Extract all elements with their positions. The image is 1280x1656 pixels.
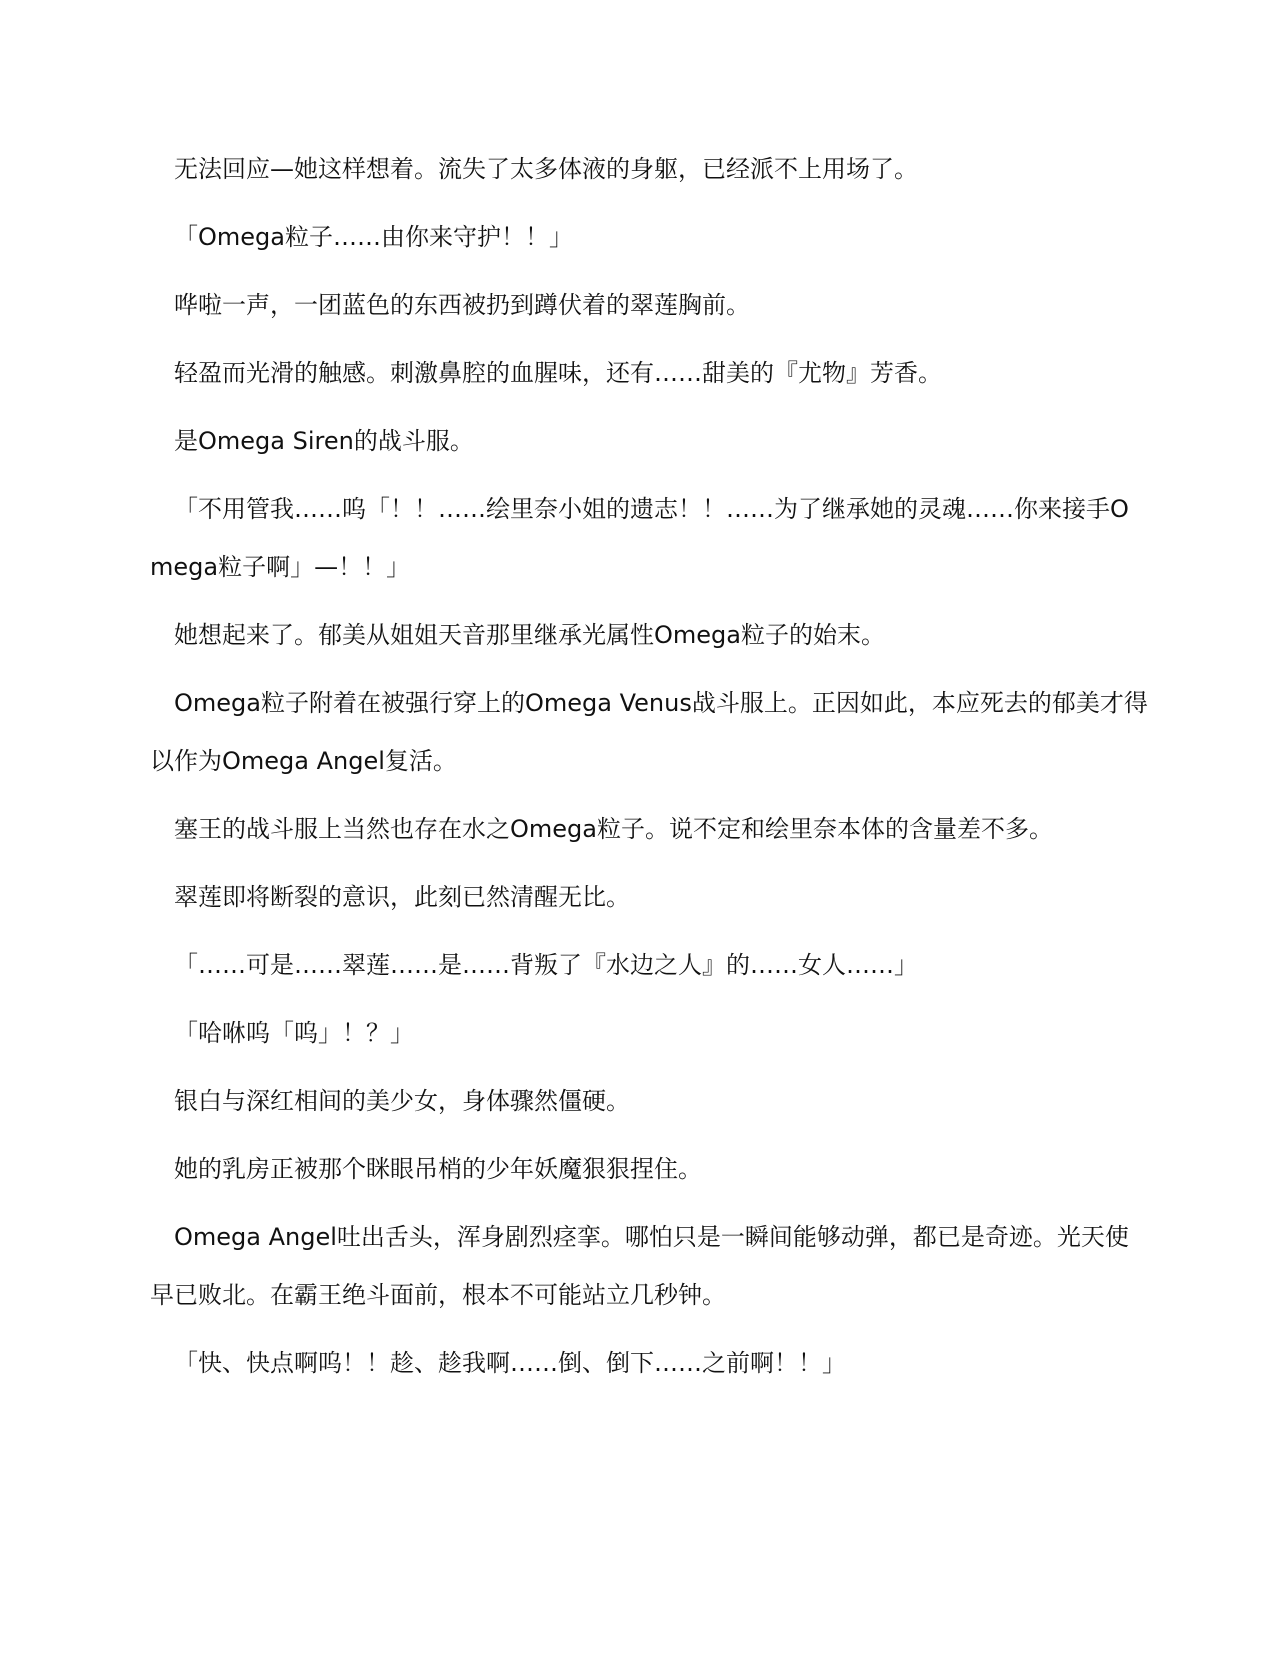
paragraph-3: 哗啦一声，一团蓝色的东西被扔到蹲伏着的翠莲胸前。 — [174, 291, 750, 319]
document-page — [150, 140, 1150, 1392]
paragraph-12: 「哈咻呜「呜」！？」 — [174, 1019, 414, 1047]
paragraph-6: 「不用管我……呜「！！……绘里奈小姐的遗志！！……为了继承她的灵魂……你来接手Omega粒子啊」—！！」 — [150, 495, 1129, 581]
paragraph-16: 「快、快点啊呜！！趁、趁我啊……倒、倒下……之前啊！！」 — [174, 1349, 846, 1377]
paragraph-9: 塞王的战斗服上当然也存在水之Omega粒子。说不定和绘里奈本体的含量差不多。 — [174, 815, 1053, 843]
paragraph-14: 她的乳房正被那个眯眼吊梢的少年妖魔狠狠捏住。 — [174, 1155, 702, 1183]
paragraph-10: 翠莲即将断裂的意识，此刻已然清醒无比。 — [174, 883, 630, 911]
paragraph-5: 是Omega Siren的战斗服。 — [174, 427, 474, 455]
paragraph-15: Omega Angel吐出舌头，浑身剧烈痉挛。哪怕只是一瞬间能够动弹，都已是奇迹。光天使早已败北。在霸王绝斗面前，根本不可能站立几秒钟。 — [150, 1223, 1129, 1309]
paragraph-1: 无法回应—她这样想着。流失了太多体液的身躯，已经派不上用场了。 — [174, 155, 918, 183]
paragraph-11: 「……可是……翠莲……是……背叛了『水边之人』的……女人……」 — [174, 951, 918, 979]
paragraph-4: 轻盈而光滑的触感。刺激鼻腔的血腥味，还有……甜美的『尤物』芳香。 — [174, 359, 942, 387]
paragraph-7: 她想起来了。郁美从姐姐天音那里继承光属性Omega粒子的始末。 — [174, 621, 885, 649]
paragraph-13: 银白与深红相间的美少女，身体骤然僵硬。 — [174, 1087, 630, 1115]
paragraph-8: Omega粒子附着在被强行穿上的Omega Venus战斗服上。正因如此，本应死去的郁美才得以作为Omega Angel复活。 — [150, 689, 1148, 775]
paragraph-2: 「Omega粒子……由你来守护！！」 — [174, 223, 573, 251]
